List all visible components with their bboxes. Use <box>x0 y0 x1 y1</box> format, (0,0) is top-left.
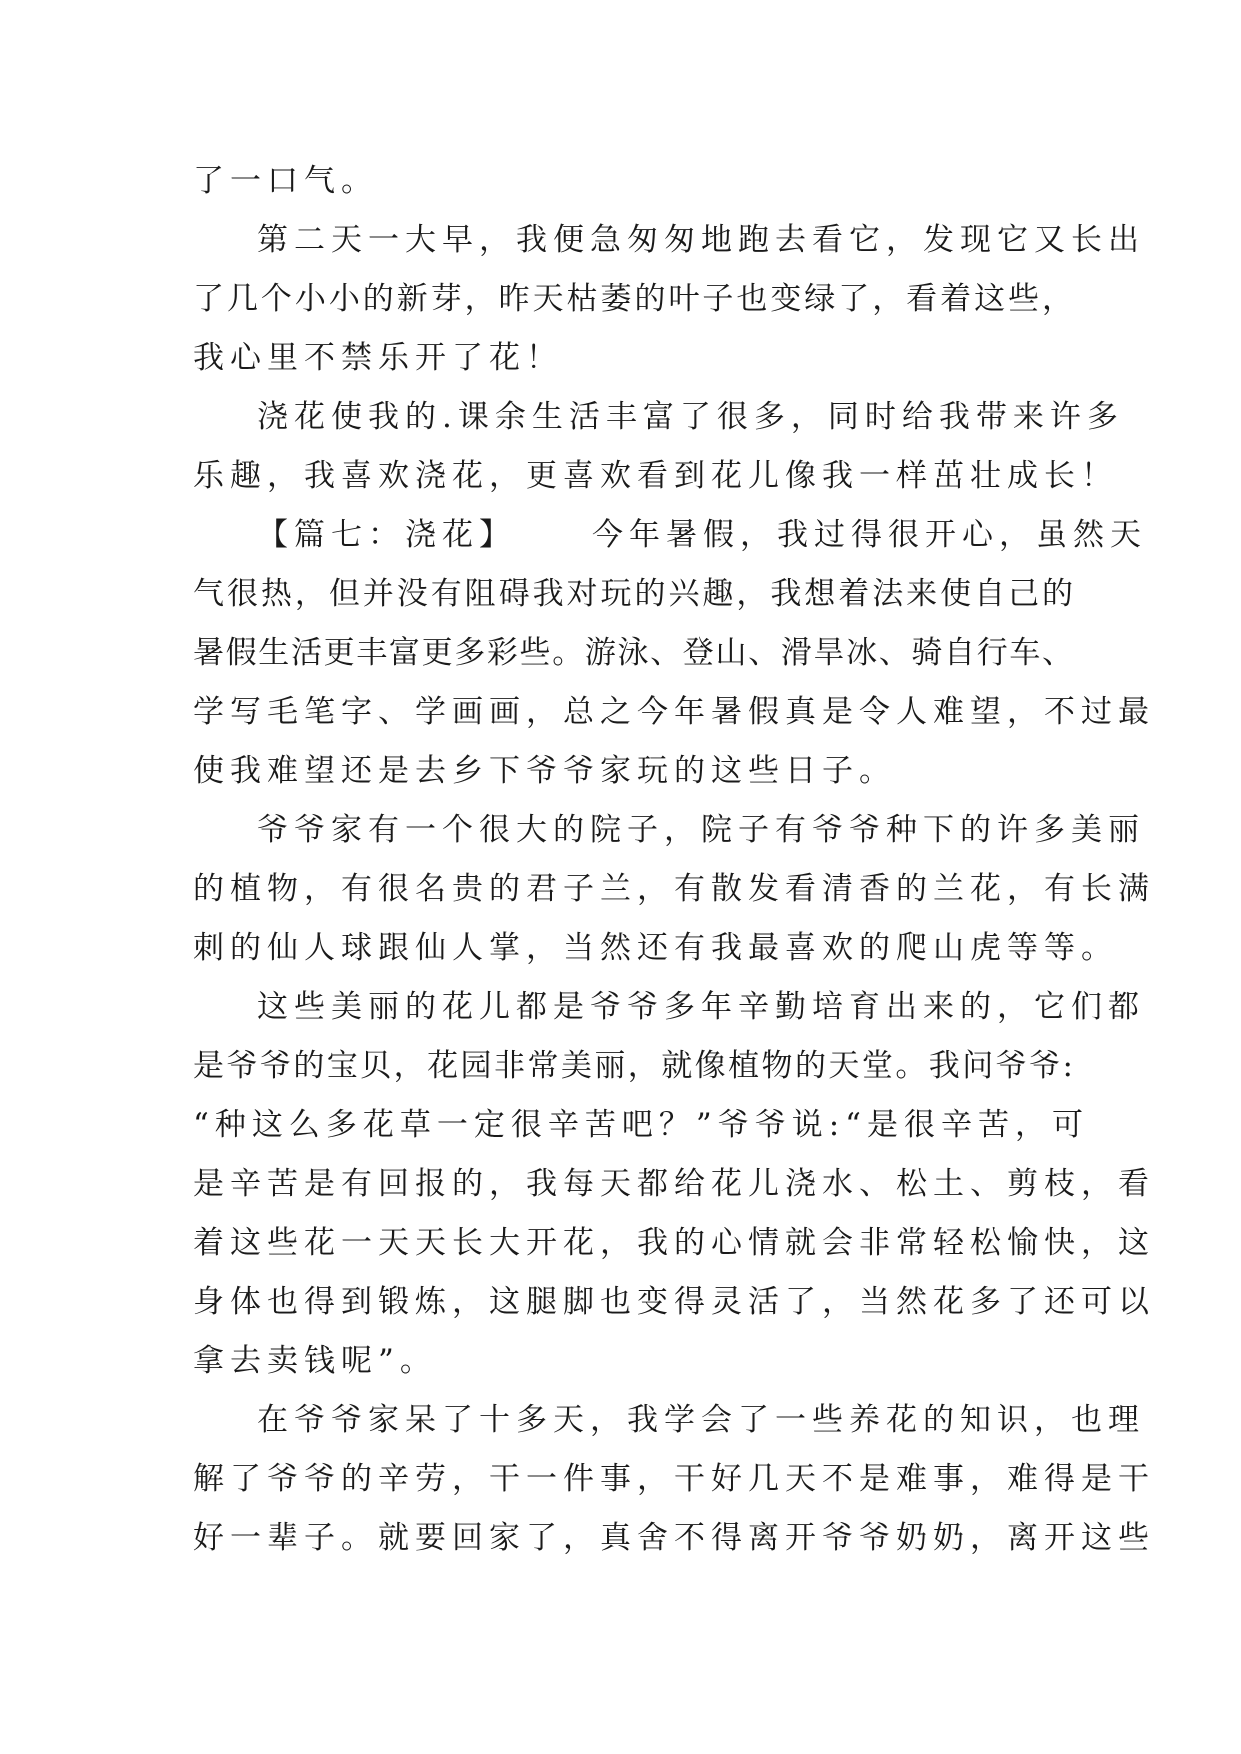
text-line: 刺的仙人球跟仙人掌，当然还有我最喜欢的爬山虎等等。 <box>193 930 1118 966</box>
paragraph-start: 浇花使我的.课余生活丰富了很多，同时给我带来许多 <box>257 399 1124 435</box>
text-line: 乐趣，我喜欢浇花，更喜欢看到花儿像我一样茁壮成长！ <box>193 458 1118 494</box>
document-body <box>193 152 1155 1568</box>
text-line: 使我难望还是去乡下爷爷家玩的这些日子。 <box>193 753 896 789</box>
paragraph-start: 第二天一大早，我便急匆匆地跑去看它，发现它又长出 <box>257 222 1145 258</box>
text-line: 拿去卖钱呢”。 <box>193 1343 437 1379</box>
text-line: 是辛苦是有回报的，我每天都给花儿浇水、松土、剪枝，看 <box>193 1166 1155 1202</box>
text-line: 好一辈子。就要回家了，真舍不得离开爷爷奶奶，离开这些 <box>193 1520 1155 1556</box>
text-line: 的植物，有很名贵的君子兰，有散发看清香的兰花，有长满 <box>193 871 1155 907</box>
section-heading-line <box>193 506 1147 565</box>
paragraph-start: 在爷爷家呆了十多天，我学会了一些养花的知识，也理 <box>257 1402 1145 1438</box>
text-line: 身体也得到锻炼，这腿脚也变得灵活了，当然花多了还可以 <box>193 1284 1155 1320</box>
text-line: 了一口气。 <box>193 163 378 199</box>
text-line: 解了爷爷的辛劳，干一件事，干好几天不是难事，难得是干 <box>193 1461 1155 1497</box>
text-line-continuation: 今年暑假，我过得很开心，虽然天 <box>592 517 1147 553</box>
text-line: “种这么多花草一定很辛苦吧？”爷爷说:“是很辛苦，可 <box>193 1107 1089 1143</box>
paragraph-start: 爷爷家有一个很大的院子，院子有爷爷种下的许多美丽 <box>257 812 1145 848</box>
text-line: 暑假生活更丰富更多彩些。游泳、登山、滑旱冰、骑自行车、 <box>193 635 1073 671</box>
text-line: 了几个小小的新芽，昨天枯萎的叶子也变绿了，看着这些， <box>193 281 1073 317</box>
text-line: 学写毛笔字、学画画，总之今年暑假真是令人难望，不过最 <box>193 694 1155 730</box>
text-line: 气很热，但并没有阻碍我对玩的兴趣，我想着法来使自己的 <box>193 576 1073 612</box>
text-line: 我心里不禁乐开了花！ <box>193 340 563 376</box>
text-line: 着这些花一天天长大开花，我的心情就会非常轻松愉快，这 <box>193 1225 1155 1261</box>
paragraph-start: 这些美丽的花儿都是爷爷多年辛勤培育出来的，它们都 <box>257 989 1145 1025</box>
text-line: 是爷爷的宝贝，花园非常美丽，就像植物的天堂。我问爷爷: <box>193 1048 1073 1084</box>
section-heading: 【篇七：浇花】 <box>257 517 516 553</box>
